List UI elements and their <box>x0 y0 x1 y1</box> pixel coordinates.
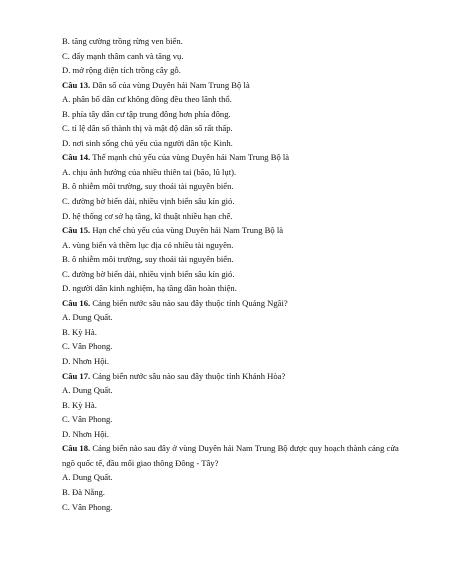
question-18-stem <box>62 441 402 470</box>
question-15-option-b: B. ô nhiễm môi trường, suy thoái tài nguyên biển. <box>62 254 234 265</box>
question-18 <box>62 441 402 514</box>
intro-option-b: B. tăng cường trồng rừng ven biển. <box>62 36 183 46</box>
question-15-text: Hạn chế chủ yếu của vùng Duyên hải Nam Trung Bộ là <box>92 225 284 236</box>
question-13-text: Dân số của vùng Duyên hải Nam Trung Bộ là <box>92 79 250 90</box>
question-18-option-c: C. Vân Phong. <box>62 501 113 512</box>
question-16-option-a: A. Dung Quất. <box>62 312 113 323</box>
document-page <box>62 34 402 514</box>
question-14-stem <box>62 150 402 165</box>
question-16-stem <box>62 296 402 311</box>
question-15-stem <box>62 223 402 238</box>
question-13-option-b: B. phía tây dân cư tập trung đông hơn phía đông. <box>62 108 231 119</box>
intro-option-list <box>62 34 402 78</box>
question-16 <box>62 296 402 369</box>
question-15-option-a: A. vùng biển và thềm lục địa có nhiều tài nguyên. <box>62 239 234 250</box>
question-14-option-d: D. hệ thống cơ sở hạ tầng, kĩ thuật nhiều hạn chế. <box>62 210 233 221</box>
question-17-option-d: D. Nhơn Hội. <box>62 428 110 439</box>
question-13-option-c: C. tỉ lệ dân số thành thị và mật độ dân số rất thấp. <box>62 123 233 134</box>
question-14-option-a: A. chịu ảnh hưởng của nhiều thiên tai (bão, lũ lụt). <box>62 166 237 177</box>
question-13-option-a: A. phân bố dân cư không đồng đều theo lãnh thổ. <box>62 94 232 105</box>
question-17-option-a: A. Dung Quất. <box>62 385 113 396</box>
question-17-text: Cảng biển nước sâu nào sau đây thuộc tỉnh Khánh Hòa? <box>92 370 286 381</box>
question-14-text: Thế mạnh chủ yếu của vùng Duyên hải Nam Trung Bộ là <box>92 152 290 163</box>
question-16-label: Câu 16. <box>62 297 91 308</box>
question-18-text: Cảng biển nào sau đây ở vùng Duyên hải Nam Trung Bộ được quy hoạch thành cảng cửa ngõ quốc tế, đầu mối giao thông Đông - Tây? <box>62 443 399 468</box>
question-16-option-b: B. Kỳ Hà. <box>62 326 97 337</box>
question-13-stem <box>62 78 402 93</box>
question-15-label: Câu 15. <box>62 225 91 236</box>
question-16-text: Cảng biển nước sâu nào sau đây thuộc tỉnh Quảng Ngãi? <box>92 297 288 308</box>
question-15-option-c: C. đường bờ biển dài, nhiều vịnh biển sâu kín gió. <box>62 268 235 279</box>
question-16-option-c: C. Vân Phong. <box>62 341 113 352</box>
question-14 <box>62 150 402 223</box>
question-17-option-c: C. Vân Phong. <box>62 414 113 425</box>
question-15 <box>62 223 402 296</box>
question-17 <box>62 369 402 442</box>
question-17-stem <box>62 369 402 384</box>
question-17-option-b: B. Kỳ Hà. <box>62 399 97 410</box>
question-17-label: Câu 17. <box>62 370 91 381</box>
question-18-option-b: B. Đà Nẵng. <box>62 486 105 497</box>
question-13-label: Câu 13. <box>62 79 91 90</box>
intro-option-d: D. mở rộng diện tích trồng cây gỗ. <box>62 65 181 76</box>
intro-option-c: C. đẩy mạnh thâm canh và tăng vụ. <box>62 50 184 61</box>
question-14-option-b: B. ô nhiễm môi trường, suy thoái tài nguyên biển. <box>62 181 234 192</box>
question-14-label: Câu 14. <box>62 152 91 163</box>
question-16-option-d: D. Nhơn Hội. <box>62 356 110 367</box>
question-13 <box>62 78 402 151</box>
question-18-label: Câu 18. <box>62 443 91 454</box>
question-13-option-d: D. nơi sinh sống chủ yếu của người dân tộc Kinh. <box>62 137 233 148</box>
question-18-option-a: A. Dung Quất. <box>62 472 113 483</box>
question-14-option-c: C. đường bờ biển dài, nhiều vịnh biển sâu kín gió. <box>62 196 235 207</box>
question-15-option-d: D. người dân kinh nghiệm, hạ tầng dần hoàn thiện. <box>62 283 237 294</box>
